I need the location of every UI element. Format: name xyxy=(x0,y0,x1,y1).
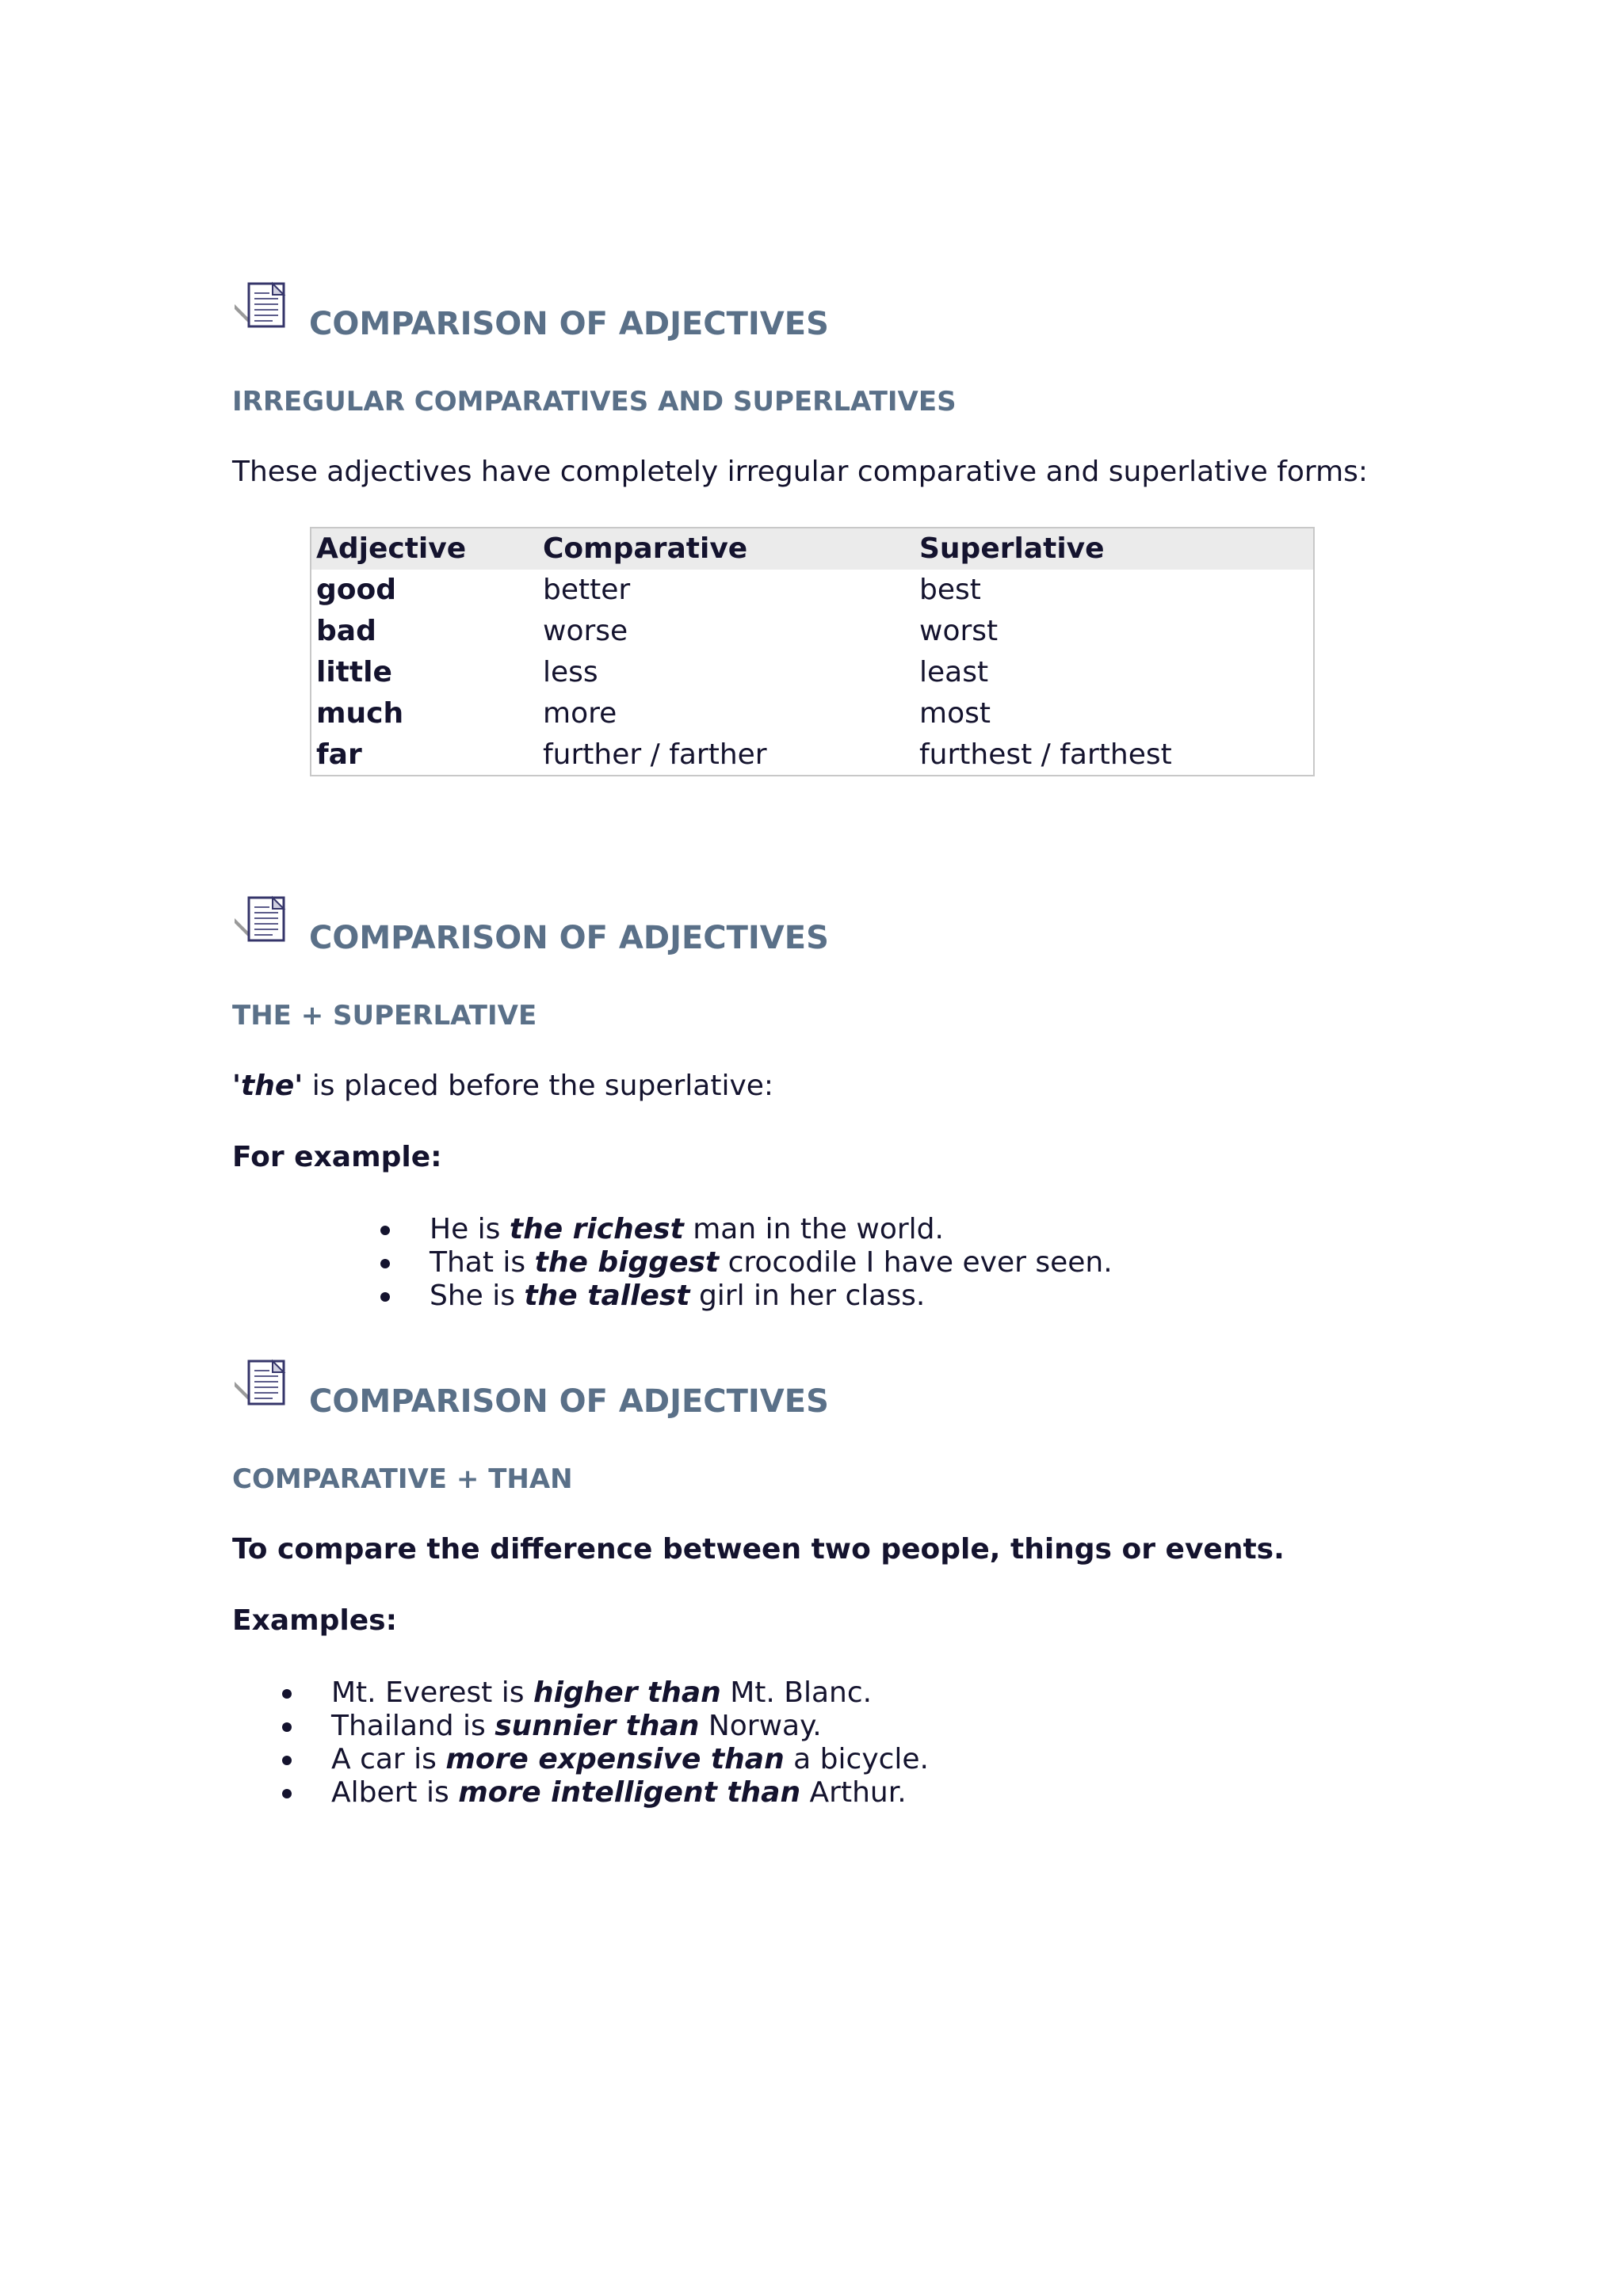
table-cell-comparative: better xyxy=(543,574,631,606)
table-cell-superlative: worst xyxy=(919,615,999,647)
section-2-example-list xyxy=(380,1213,1113,1313)
table-cell-superlative: best xyxy=(919,574,981,606)
irregular-adjectives-table xyxy=(310,527,1315,776)
example-text: Albert is xyxy=(331,1776,459,1809)
example-text: girl in her class. xyxy=(689,1280,926,1312)
table-header-superlative: Superlative xyxy=(919,532,1105,565)
section-2-intro xyxy=(232,1070,773,1102)
list-item xyxy=(380,1246,1113,1280)
example-emphasis: the richest xyxy=(509,1213,684,1245)
list-item xyxy=(380,1213,1113,1246)
document-icon xyxy=(231,890,292,950)
section-2-title: COMPARISON OF ADJECTIVES xyxy=(309,920,829,956)
section-2-examples-label: For example: xyxy=(232,1141,442,1173)
document-icon xyxy=(231,1353,292,1413)
bullet-icon xyxy=(282,1689,292,1699)
section-3-title: COMPARISON OF ADJECTIVES xyxy=(309,1383,829,1420)
table-cell-adjective: far xyxy=(316,738,362,771)
list-item xyxy=(380,1280,1113,1313)
section-3-examples-label: Examples: xyxy=(232,1604,397,1637)
example-text: Norway. xyxy=(699,1710,822,1742)
table-cell-superlative: least xyxy=(919,656,989,688)
document-icon xyxy=(231,276,292,336)
section-3-example-list xyxy=(282,1676,929,1810)
example-emphasis: sunnier than xyxy=(495,1710,700,1742)
bullet-icon xyxy=(380,1292,390,1302)
section-1-intro: These adjectives have completely irregular comparative and superlative forms: xyxy=(232,456,1369,488)
example-emphasis: more intelligent than xyxy=(458,1776,801,1809)
section-3-intro: To compare the difference between two people, things or events. xyxy=(232,1533,1285,1566)
bullet-icon xyxy=(380,1259,390,1268)
table-cell-comparative: worse xyxy=(543,615,628,647)
example-emphasis: the biggest xyxy=(534,1246,720,1279)
table-cell-comparative: further / farther xyxy=(543,738,767,771)
example-text: A car is xyxy=(331,1743,446,1775)
section-1-subtitle: IRREGULAR COMPARATIVES AND SUPERLATIVES xyxy=(232,386,957,418)
table-cell-superlative: most xyxy=(919,697,991,730)
table-cell-adjective: much xyxy=(316,697,404,730)
intro-emphasis: 'the' xyxy=(232,1070,304,1102)
table-cell-superlative: furthest / farthest xyxy=(919,738,1172,771)
table-cell-adjective: little xyxy=(316,656,392,688)
list-item xyxy=(282,1743,929,1776)
example-emphasis: higher than xyxy=(533,1676,721,1709)
bullet-icon xyxy=(380,1226,390,1235)
table-header-comparative: Comparative xyxy=(543,532,748,565)
section-3-subtitle: COMPARATIVE + THAN xyxy=(232,1463,573,1495)
table-cell-adjective: good xyxy=(316,574,397,606)
example-text: a bicycle. xyxy=(784,1743,930,1775)
table-cell-adjective: bad xyxy=(316,615,376,647)
intro-rest: is placed before the superlative: xyxy=(303,1070,774,1102)
bullet-icon xyxy=(282,1756,292,1765)
list-item xyxy=(282,1776,929,1810)
example-text: Thailand is xyxy=(331,1710,495,1742)
example-text: That is xyxy=(430,1246,535,1279)
list-item xyxy=(282,1710,929,1743)
example-text: Arthur. xyxy=(800,1776,907,1809)
bullet-icon xyxy=(282,1722,292,1732)
example-text: crocodile I have ever seen. xyxy=(719,1246,1113,1279)
example-text: Mt. Blanc. xyxy=(720,1676,873,1709)
example-text: man in the world. xyxy=(683,1213,944,1245)
example-text: He is xyxy=(430,1213,510,1245)
table-cell-comparative: less xyxy=(543,656,598,688)
list-item xyxy=(282,1676,929,1710)
example-emphasis: the tallest xyxy=(524,1280,690,1312)
section-1-title: COMPARISON OF ADJECTIVES xyxy=(309,306,829,342)
example-emphasis: more expensive than xyxy=(445,1743,785,1775)
example-text: She is xyxy=(430,1280,525,1312)
section-2-subtitle: THE + SUPERLATIVE xyxy=(232,1000,537,1032)
table-header-adjective: Adjective xyxy=(316,532,467,565)
bullet-icon xyxy=(282,1789,292,1798)
table-cell-comparative: more xyxy=(543,697,617,730)
example-text: Mt. Everest is xyxy=(331,1676,533,1709)
